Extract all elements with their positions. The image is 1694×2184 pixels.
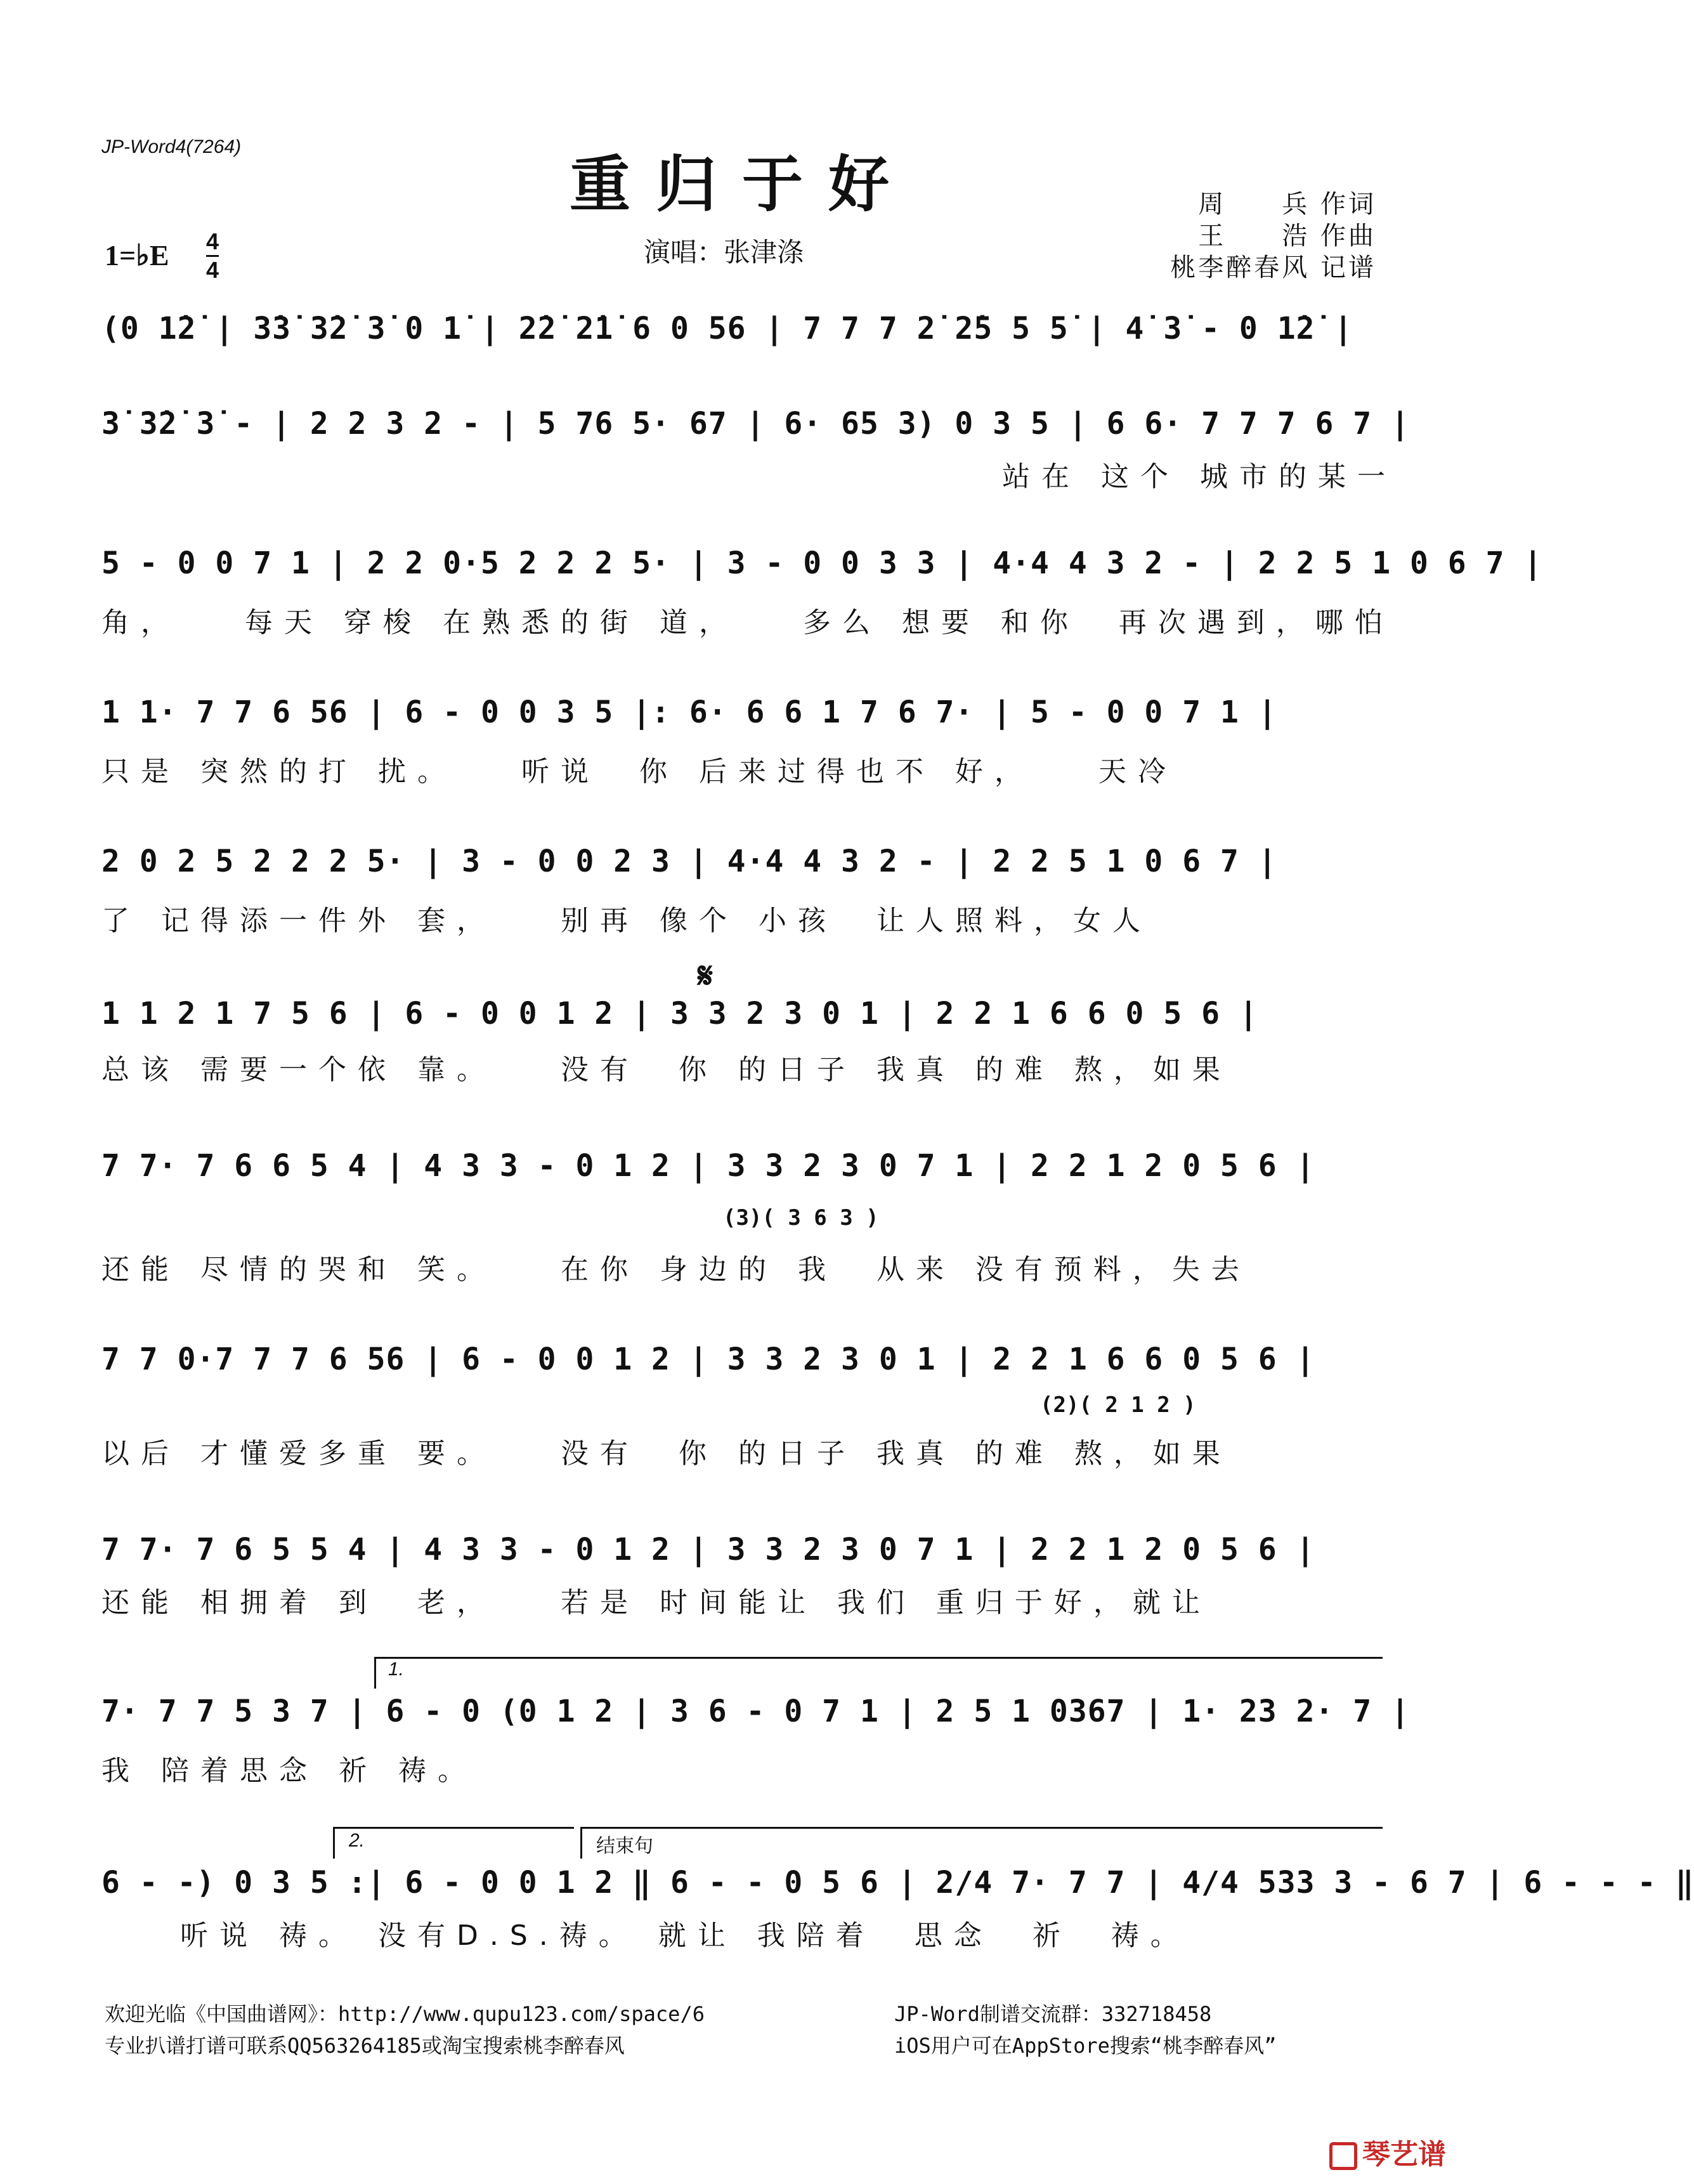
coda-label: 结束句 xyxy=(596,1835,653,1857)
volta-2-bracket xyxy=(333,1827,574,1829)
coda-bracket-start xyxy=(580,1827,582,1859)
notation-line-1: (0 1̇2̇ | 3̇3̇ 3̇2̇ 3̇ 0 1̇ | 2̇2̇ 2̇1̇ 6 0 56 | 7 7 7 2̇ 2̇5 5 5̇ | 4̇ 3̇ - 0 1̇2̇ | xyxy=(101,311,1353,346)
transcriber-credit: 桃李醉春风 记谱 xyxy=(1170,253,1376,282)
notation-line-7: 7 7· 7 6 6 5 4 | 4 3 3 - 0 1 2 | 3 3 2 3 0 7 1 | 2 2 1 2 0 5 6 | xyxy=(101,1148,1315,1184)
lyrics-line-8: 以后 才懂爱多重 要。 没有 你 的日子 我真 的难 熬，如果 xyxy=(101,1437,1232,1470)
singer: 演唱：张津涤 xyxy=(644,237,804,268)
volta-1-label: 1. xyxy=(388,1659,405,1680)
site-logo xyxy=(1329,2131,1446,2172)
notation-line-4: 1 1· 7 7 6 56 | 6 - 0 0 3 5 |: 6· 6 6 1 7 6 7· | 5 - 0 0 7 1 | xyxy=(101,695,1277,730)
software-version: JP-Word4(7264) xyxy=(101,136,242,157)
coda-bracket xyxy=(580,1827,1383,1829)
notation-line-11: 6 - -) 0 3 5 :| 6 - 0 0 1 2 ‖ 6 - - 0 5 6 | 2/4 7· 7 7 | 4/4 533 3 - 6 7 | 6 - - - ‖ xyxy=(101,1865,1694,1900)
notation-line-2: 3̇ 3̇2̇ 3̇ - | 2 2 3 2 - | 5 76 5· 67 | 6· 65 3) 0 3 5 | 6 6· 7 7 7 6 7 | xyxy=(101,406,1410,441)
verse3-variant: (3)( 3 6 3 ) xyxy=(723,1205,879,1231)
footer-website: 欢迎光临《中国曲谱网》：http://www.qupu123.com/space/6 xyxy=(105,2002,705,2026)
volta-1-bracket-start xyxy=(374,1657,376,1689)
notation-line-9: 7 7· 7 6 5 5 4 | 4 3 3 - 0 1 2 | 3 3 2 3 0 7 1 | 2 2 1 2 0 5 6 | xyxy=(101,1532,1315,1567)
notation-line-3: 5 - 0 0 7 1 | 2 2 0·5 2 2 2 5· | 3 - 0 0 3 3 | 4·4 4 3 2 - | 2 2 5 1 0 6 7 | xyxy=(101,546,1543,581)
lyricist-credit: 周 兵 作词 xyxy=(1198,190,1376,219)
logo-text: 琴艺谱 xyxy=(1362,2138,1446,2171)
notation-line-5: 2 0 2 5 2 2 2 5· | 3 - 0 0 2 3 | 4·4 4 3 2 - | 2 2 5 1 0 6 7 | xyxy=(101,844,1277,879)
lyrics-line-2: 站在 这个 城市的某一 xyxy=(1002,461,1397,493)
lyrics-line-5: 了 记得添一件外 套， 别再 像个 小孩 让人照料，女人 xyxy=(101,905,1152,937)
lyrics-line-6: 总该 需要一个依 靠。 没有 你 的日子 我真 的难 熬，如果 xyxy=(101,1054,1232,1086)
composer-credit: 王 浩 作曲 xyxy=(1198,221,1376,251)
footer-ios: iOS用户可在AppStore搜索“桃李醉春风” xyxy=(894,2034,1277,2058)
key-signature: 1=♭E xyxy=(105,239,169,271)
footer-contact: 专业扒谱打谱可联系QQ563264185或淘宝搜索桃李醉春风 xyxy=(105,2034,625,2058)
volta-1-bracket xyxy=(374,1657,1383,1659)
lyrics-line-4: 只是 突然的打 扰。 听说 你 后来过得也不 好， 天冷 xyxy=(101,755,1177,788)
notation-line-10: 7· 7 7 5 3 7 | 6 - 0 (0 1 2 | 3 6 - 0 7 1 | 2 5 1 0367 | 1· 23 2· 7 | xyxy=(101,1694,1410,1729)
lyrics-line-3: 角， 每天 穿梭 在熟悉的街 道， 多么 想要 和你 再次遇到，哪怕 xyxy=(101,606,1394,639)
segno-sign: 𝄋 xyxy=(698,955,713,997)
lyrics-line-10: 我 陪着思念 祈 祷。 xyxy=(101,1755,477,1787)
verse2-variant: (2)( 2 1 2 ) xyxy=(1040,1392,1196,1418)
notation-line-6: 1 1 2 1 7 5 6 | 6 - 0 0 1 2 | 3 3 2 3 0 1 | 2 2 1 6 6 0 5 6 | xyxy=(101,996,1258,1031)
time-top: 4 xyxy=(206,228,219,254)
footer-group: JP-Word制谱交流群：332718458 xyxy=(894,2002,1212,2026)
time-bottom: 4 xyxy=(206,257,219,283)
logo-icon xyxy=(1329,2142,1357,2170)
notation-line-8: 7 7 0·7 7 7 6 56 | 6 - 0 0 1 2 | 3 3 2 3 0 1 | 2 2 1 6 6 0 5 6 | xyxy=(101,1342,1315,1377)
volta-2-label: 2. xyxy=(349,1830,365,1851)
lyrics-line-9: 还能 相拥着 到 老， 若是 时间能让 我们 重归于好，就让 xyxy=(101,1586,1211,1619)
lyrics-line-7: 还能 尽情的哭和 笑。 在你 身边的 我 从来 没有预料，失去 xyxy=(101,1253,1251,1286)
lyrics-line-11: 听说 祷。 没有D.S.祷。 就让 我陪着 思念 祈 祷。 xyxy=(101,1919,1190,1952)
time-signature xyxy=(206,230,219,282)
page-title: 重归于好 xyxy=(570,148,915,220)
volta-2-bracket-start xyxy=(333,1827,335,1859)
